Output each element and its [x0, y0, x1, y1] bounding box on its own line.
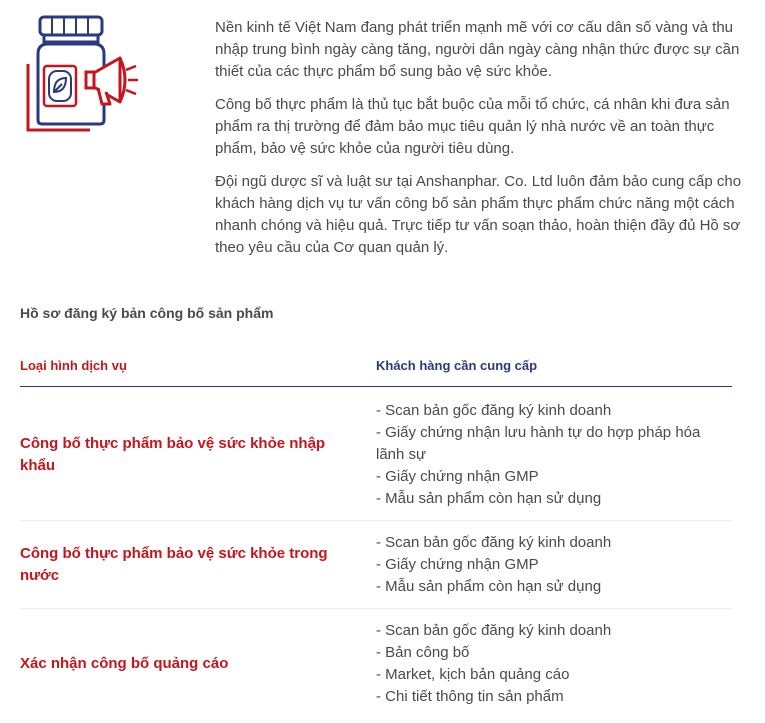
table-header	[20, 355, 732, 387]
requirement-item: - Chi tiết thông tin sản phẩm	[376, 687, 564, 705]
requirement-item: - Scan bản gốc đăng ký kinh doanh	[376, 533, 612, 551]
requirement-item: - Scan bản gốc đăng ký kinh doanh	[376, 621, 612, 639]
supplement-jar-megaphone-icon	[20, 14, 140, 136]
service-name: Công bố thực phẩm bảo vệ sức khỏe nhập khẩu	[20, 434, 326, 474]
requirements-table	[20, 355, 732, 718]
requirement-item: - Giấy chứng nhận GMP	[376, 467, 539, 485]
requirement-item: - Giấy chứng nhận GMP	[376, 555, 539, 573]
table-row	[20, 521, 732, 609]
table-row	[20, 387, 732, 521]
requirement-list	[376, 400, 732, 510]
header-service: Loại hình dịch vụ	[20, 358, 127, 373]
requirement-item: - Market, kịch bản quảng cáo	[376, 665, 570, 683]
table-row	[20, 609, 732, 718]
requirement-item: - Bản công bố	[376, 643, 470, 661]
header-requirements: Khách hàng cần cung cấp	[376, 358, 538, 373]
intro-paragraph: Công bố thực phẩm là thủ tục bắt buộc của mỗi tổ chức, cá nhân khi đưa sản phẩm ra thị trường để đảm bảo mục tiêu quản lý nhà nước về an toàn thực phẩm, bảo vệ sức khỏe của người tiêu dùng.	[215, 96, 730, 157]
intro-paragraph: Nền kinh tế Việt Nam đang phát triển mạnh mẽ với cơ cấu dân số vàng và thu nhập trung bình ngày càng tăng, người dân ngày càng nhận thức được sự cần thiết của các thực phẩm bổ sung bảo vệ sức khỏe.	[215, 19, 740, 80]
service-name: Công bố thực phẩm bảo vệ sức khỏe trong nước	[20, 544, 328, 584]
requirement-item: - Giấy chứng nhận lưu hành tự do hợp pháp hóa lãnh sự	[376, 423, 701, 463]
requirement-list	[376, 532, 732, 598]
requirement-item: - Scan bản gốc đăng ký kinh doanh	[376, 401, 612, 419]
requirement-list	[376, 620, 732, 708]
intro-paragraph: Đội ngũ dược sĩ và luật sư tại Anshanphar. Co. Ltd luôn đảm bảo cung cấp cho khách hàng dịch vụ tư vấn công bố sản phẩm thực phẩm chức năng một cách nhanh chóng và hiệu quả. Trực tiếp tư vấn soạn thảo, hoàn thiện đầy đủ Hồ sơ theo yêu cầu của Cơ quan quản lý.	[215, 173, 742, 256]
requirement-item: - Mẫu sản phẩm còn hạn sử dụng	[376, 489, 602, 507]
requirement-item: - Mẫu sản phẩm còn hạn sử dụng	[376, 577, 602, 595]
section-title: Hồ sơ đăng ký bản công bố sản phẩm	[20, 305, 274, 321]
intro-text	[215, 17, 743, 270]
service-name: Xác nhận công bố quảng cáo	[20, 654, 229, 672]
